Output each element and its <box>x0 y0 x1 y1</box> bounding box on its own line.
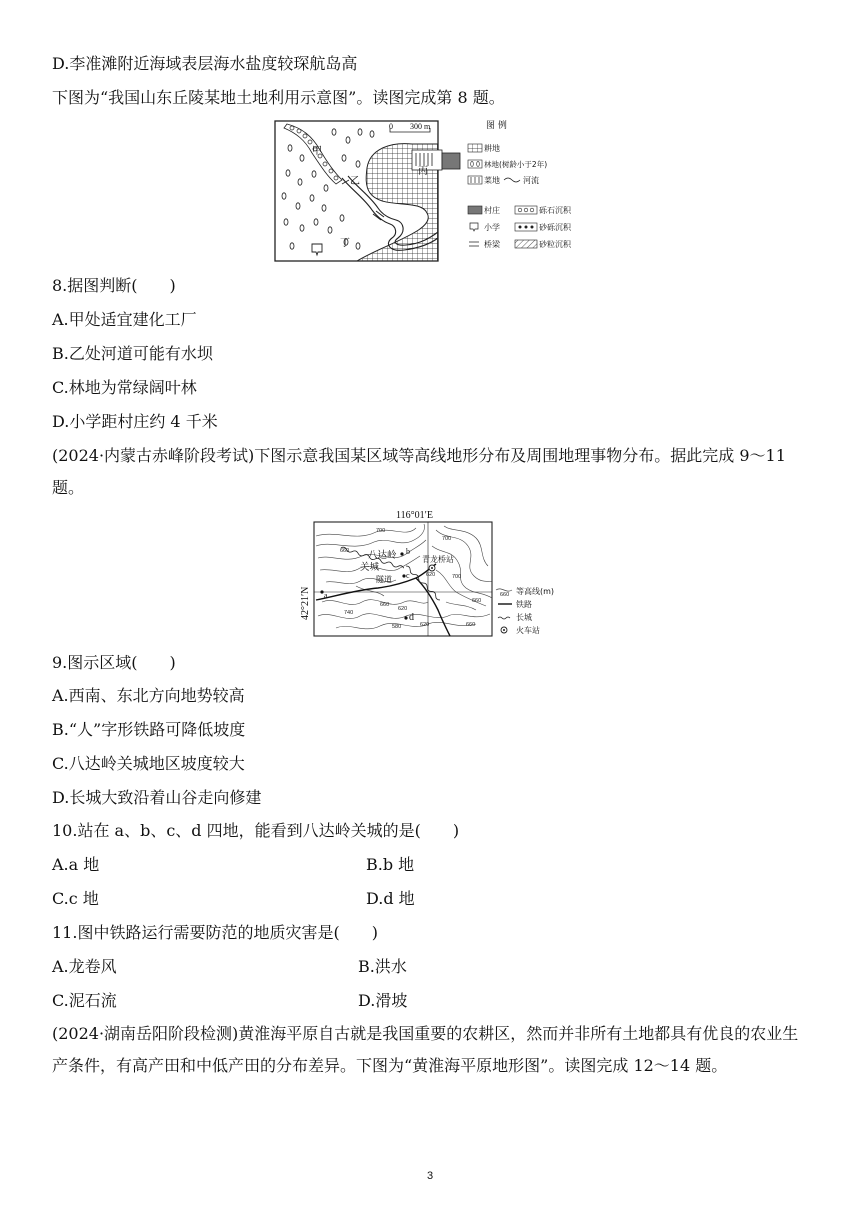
place-tunnel: 隧道 <box>376 575 392 584</box>
q10-option-c: C.c 地 <box>52 889 99 908</box>
contour-value: 660 <box>340 548 350 554</box>
label-jia: 甲 <box>312 146 322 157</box>
q11-option-b: B.洪水 <box>358 957 407 976</box>
scale-zero: 0 <box>389 122 393 131</box>
longitude-label: 116°01′E <box>396 510 433 521</box>
legend-sand-gravel: 砂砾沉积 <box>539 223 571 232</box>
legend-farmland: 耕地 <box>484 144 500 153</box>
contour-value: 620 <box>398 606 408 612</box>
legend-school: 小学 <box>484 223 500 232</box>
q9-option-d: D.长城大致沿着山谷走向修建 <box>52 788 262 807</box>
q8-option-c: C.林地为常绿阔叶林 <box>52 378 197 397</box>
label-yi: 乙 <box>350 176 360 187</box>
q9-11-intro: (2024·内蒙古赤峰阶段考试)下图示意我国某区域等高线地形分布及周围地理事物分布。据此完成 9～11 题。 <box>52 446 786 497</box>
scale-label: 300 m <box>410 122 431 131</box>
label-ding: 丁 <box>340 238 350 249</box>
legend-vegetable: 菜地 <box>484 176 500 185</box>
legend-sand: 砂粒沉积 <box>539 240 571 249</box>
contour-value: 660 <box>466 622 476 628</box>
q11-option-c: C.泥石流 <box>52 991 117 1010</box>
contour-value: 580 <box>392 624 402 630</box>
land-use-map <box>272 118 592 264</box>
contour-value: 740 <box>344 610 354 616</box>
legend-great-wall: 长城 <box>516 613 532 622</box>
q7-option-d: D.李准滩附近海域表层海水盐度较琛航岛高 <box>52 54 358 73</box>
station-label: 青龙桥站 <box>422 555 454 564</box>
legend-village: 村庄 <box>484 206 500 215</box>
legend-contour-value: 660 <box>500 592 510 598</box>
legend-river: 河流 <box>523 176 539 185</box>
point-d: d <box>409 612 414 623</box>
q11-option-d: D.滑坡 <box>358 991 408 1010</box>
q8-option-a: A.甲处适宜建化工厂 <box>52 310 197 329</box>
legend-station: 火车站 <box>516 626 540 635</box>
point-b: b <box>406 547 410 556</box>
q10-option-b: B.b 地 <box>366 855 415 874</box>
q11-stem: 11.图中铁路运行需要防范的地质灾害是( ) <box>52 923 378 942</box>
legend-gravel: 砾石沉积 <box>539 206 571 215</box>
legend-railway: 铁路 <box>516 600 532 609</box>
q9-option-a: A.西南、东北方向地势较高 <box>52 686 245 705</box>
q10-option-a: A.a 地 <box>52 855 100 874</box>
point-a: a <box>324 591 328 600</box>
contour-value: 700 <box>376 528 386 534</box>
legend-title: 图 例 <box>486 121 507 131</box>
q10-option-d: D.d 地 <box>366 889 415 908</box>
legend-contour: 等高线(m) <box>516 587 555 596</box>
label-bing: 丙 <box>418 166 428 177</box>
q11-option-a: A.龙卷风 <box>52 957 117 976</box>
q12-14-intro: (2024·湖南岳阳阶段检测)黄淮海平原自古就是我国重要的农耕区，然而并非所有土地都具有优良的农业生产条件，有高产田和中低产田的分布差异。下图为“黄淮海平原地形图”。读图完成 12～14 题。 <box>52 1024 799 1075</box>
point-c: c <box>406 571 410 580</box>
place-guancheng: 关城 <box>360 562 380 573</box>
q9-option-b: B.“人”字形铁路可降低坡度 <box>52 720 246 739</box>
contour-map <box>296 506 596 646</box>
q9-option-c: C.八达岭关城地区坡度较大 <box>52 754 245 773</box>
contour-value: 660 <box>380 602 390 608</box>
q8-option-b: B.乙处河道可能有水坝 <box>52 344 213 363</box>
page-number: 3 <box>426 1170 434 1182</box>
contour-value: 700 <box>452 574 462 580</box>
latitude-label: 42°21′N <box>300 586 311 620</box>
contour-value: 660 <box>472 598 482 604</box>
q8-stem: 8.据图判断( ) <box>52 276 176 295</box>
q9-stem: 9.图示区域( ) <box>52 653 176 672</box>
place-badaling: 八达岭 <box>368 550 397 561</box>
q8-option-d: D.小学距村庄约 4 千米 <box>52 412 218 431</box>
q8-intro: 下图为“我国山东丘陵某地土地利用示意图”。读图完成第 8 题。 <box>52 88 505 107</box>
contour-value: 700 <box>442 536 452 542</box>
legend-forest: 林地(树龄小于2年) <box>484 160 548 169</box>
legend-bridge: 桥梁 <box>484 240 500 249</box>
contour-value: 620 <box>426 572 436 578</box>
q10-stem: 10.站在 a、b、c、d 四地，能看到八达岭关城的是( ) <box>52 821 460 840</box>
contour-value: 620 <box>420 622 430 628</box>
